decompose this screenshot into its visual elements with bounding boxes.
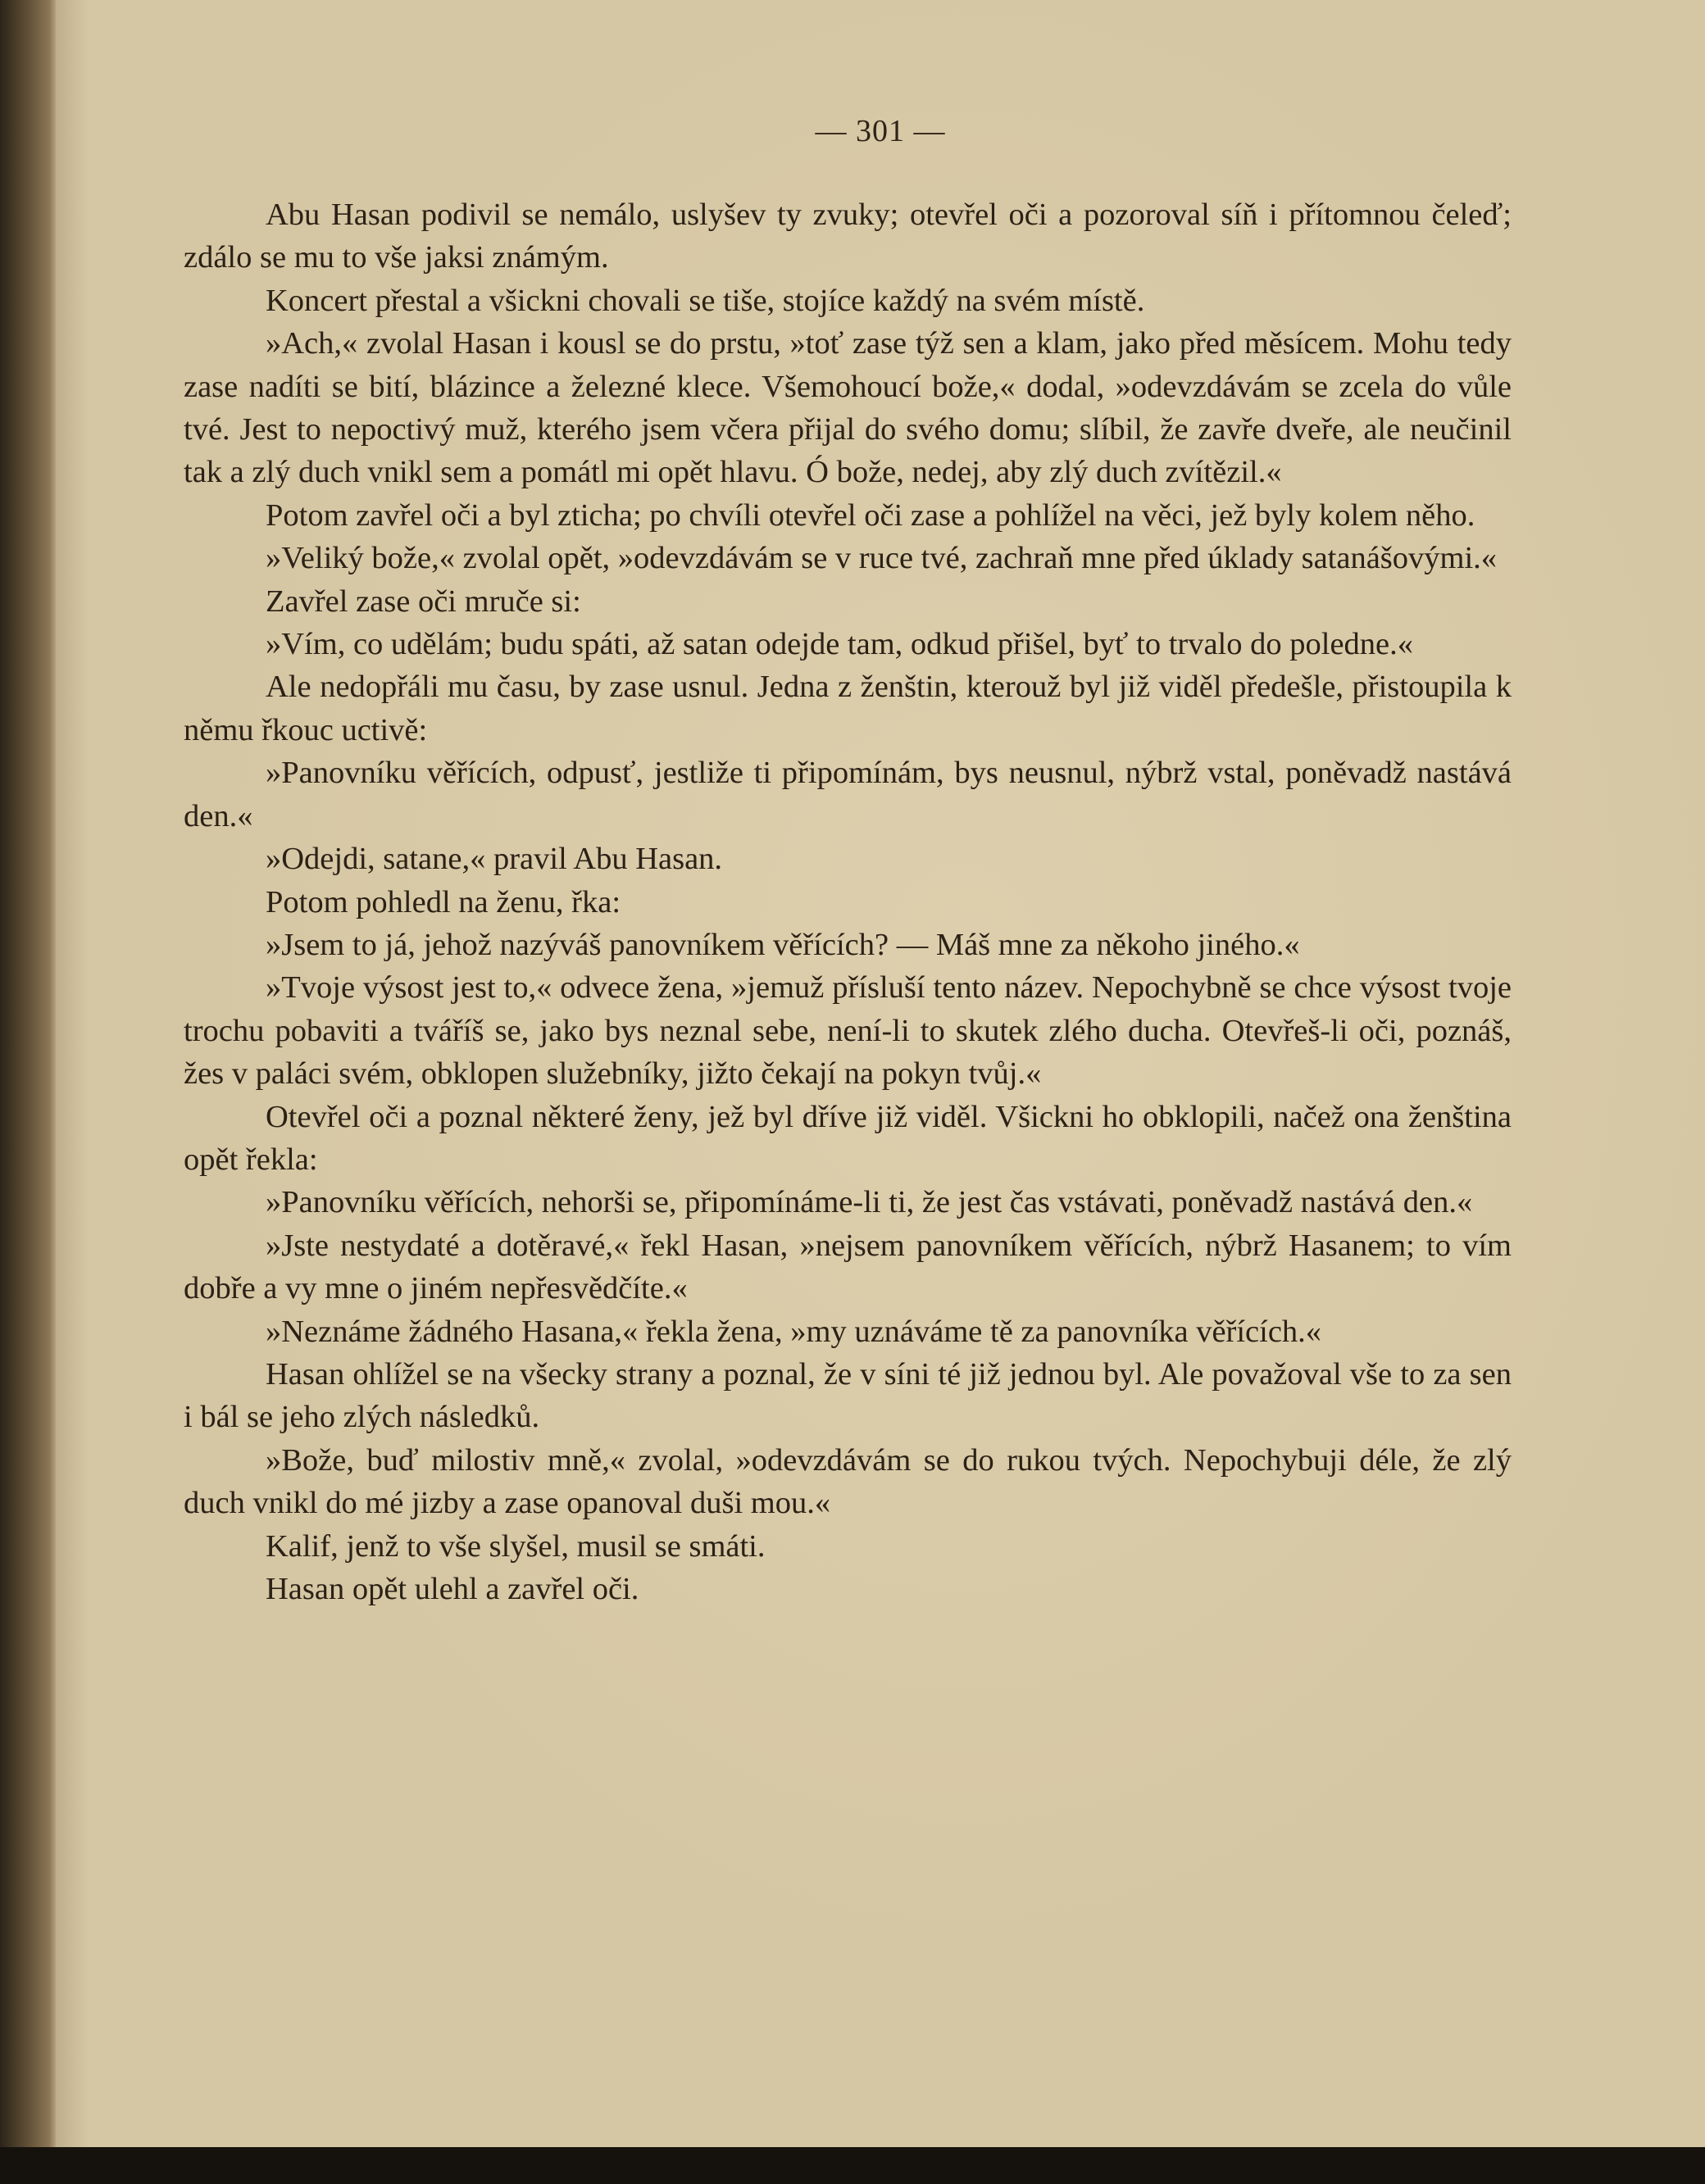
paragraph-3: »Ach,« zvolal Hasan i kousl se do prstu, »toť zase týž sen a klam, jako před měsícem. Mohu tedy zase nadíti se bití, blázince a železné klece. Všemohoucí bože,« dodal, »odevzdávám se zcela do vůle tvé. Jest to nepoctivý muž, kterého jsem včera přijal do svého domu; slíbil, že zavře dveře, ale neučinil tak a zlý duch vnikl sem a pomátl mi opět hlavu. Ó bože, nedej, aby zlý duch zvítězil.« [184,326,1512,490]
paragraph-13: »Tvoje výsost jest to,« odvece žena, »jemuž přísluší tento název. Nepochybně se chce výsost tvoje trochu pobaviti a tváříš se, jako bys neznal sebe, není-li to skutek zlého ducha. Otevřeš-li oči, poznáš, žes v paláci svém, obklopen služebníky, jižto čekají na pokyn tvůj.« [184,970,1512,1092]
paragraph-18: Hasan ohlížel se na všecky strany a poznal, že v síni té již jednou byl. Ale považoval vše to za sen i bál se jeho zlých následků. [184,1356,1512,1435]
paragraph-11: Potom pohledl na ženu, řka: [266,884,621,919]
book-page [56,0,1705,2147]
paragraph-7: »Vím, co udělám; budu spáti, až satan odejde tam, odkud přišel, byť to trvalo do poledne.« [266,627,1414,662]
body-text [184,193,1512,1610]
paragraph-20: Kalif, jenž to vše slyšel, musil se smáti. [266,1528,766,1564]
book-gutter-edge [0,0,56,2147]
paragraph-19: »Bože, buď milostiv mně,« zvolal, »odevzdávám se do rukou tvých. Nepochybuji déle, že zlý duch vnikl do mé jizby a zase opanoval duši mou.« [184,1442,1512,1521]
paragraph-5: »Veliký bože,« zvolal opět, »odevzdávám se v ruce tvé, zachraň mne před úklady satanášovými.« [266,541,1498,576]
paragraph-17: »Neznáme žádného Hasana,« řekla žena, »my uznáváme tě za panovníka věřících.« [266,1314,1322,1349]
paragraph-16: »Jste nestydaté a dotěravé,« řekl Hasan, »nejsem panovníkem věřících, nýbrž Hasanem; to vím dobře a vy mne o jiném nepřesvědčíte.« [184,1228,1512,1306]
paragraph-14: Otevřel oči a poznal některé ženy, jež byl dříve již viděl. Všickni ho obklopili, načež ona ženština opět řekla: [184,1099,1512,1177]
paragraph-1: Abu Hasan podivil se nemálo, uslyšev ty zvuky; otevřel oči a pozoroval síň i přítomnou čeleď; zdálo se mu to vše jaksi známým. [184,198,1512,275]
paragraph-8: Ale nedopřáli mu času, by zase usnul. Jedna z ženštin, kterouž byl již viděl předešle, přistoupila k němu řkouc uctivě: [184,670,1512,747]
paragraph-15: »Panovníku věřících, nehorši se, připomínáme-li ti, že jest čas vstávati, poněvadž nastává den.« [266,1185,1473,1220]
page-number: — 301 — [815,114,946,148]
paragraph-12: »Jsem to já, jehož nazýváš panovníkem věřících? — Máš mne za někoho jiného.« [266,927,1300,962]
paragraph-21: Hasan opět ulehl a zavřel oči. [266,1572,639,1606]
paragraph-9: »Panovníku věřících, odpusť, jestliže ti připomínám, bys neusnul, nýbrž vstal, poněvadž nastává den.« [184,756,1512,833]
paragraph-2: Koncert přestal a všickni chovali se tiše, stojíce každý na svém místě. [266,283,1145,318]
paragraph-10: »Odejdi, satane,« pravil Abu Hasan. [266,842,723,877]
paragraph-4: Potom zavřel oči a byl zticha; po chvíli otevřel oči zase a pohlížel na věci, jež byly kolem něho. [266,497,1475,533]
paragraph-6: Zavřel zase oči mruče si: [266,583,581,619]
scan-bottom-edge [0,2147,1705,2184]
